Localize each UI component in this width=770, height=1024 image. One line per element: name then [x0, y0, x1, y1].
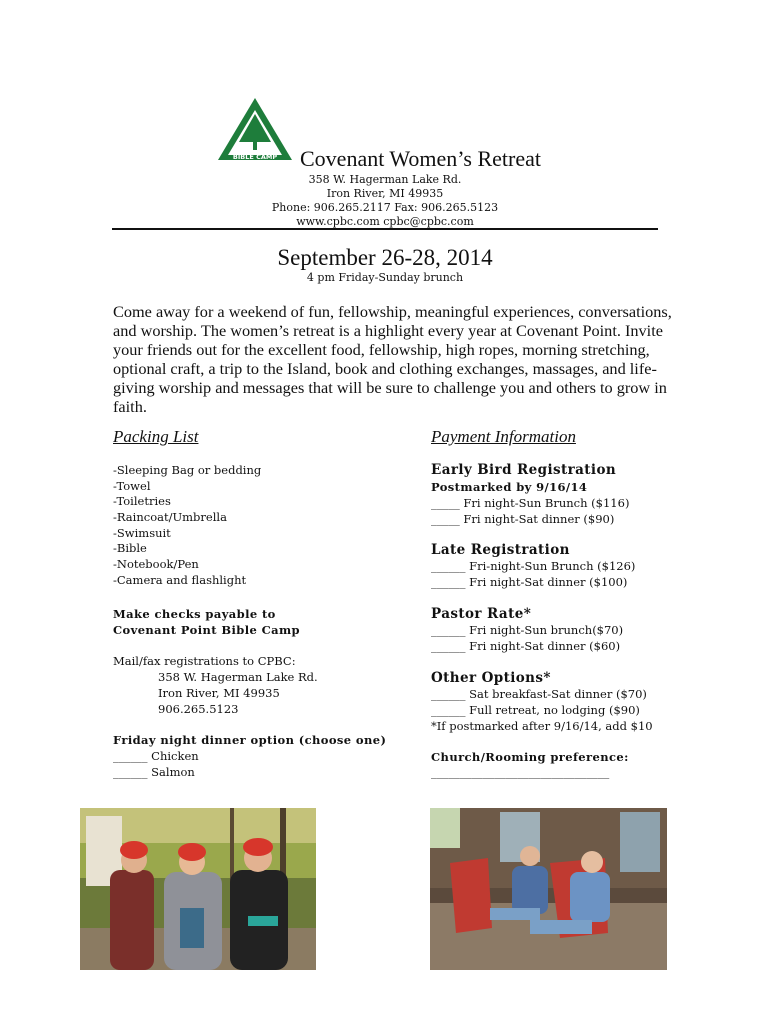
dinner-option-chicken: ______ Chicken: [113, 749, 199, 763]
retreat-title: Covenant Women’s Retreat: [300, 146, 541, 171]
intro-paragraph: Come away for a weekend of fun, fellowship, meaningful experiences, conversations, and worship. The women’s retreat is a highlight every year at Covenant Point. Invite your friends out for the excellent food, fellowship, high ropes, morning stretching, optional craft, a trip to the Island, book and clothing exchanges, massages, and life-giving worship and messages that will be sure to challenge you and others to grow in faith.: [113, 302, 672, 416]
packing-item: -Towel: [113, 478, 151, 493]
mail-address-line: 358 W. Hagerman Lake Rd.: [158, 670, 318, 684]
packing-item: -Notebook/Pen: [113, 557, 199, 572]
mail-address-line: 906.265.5123: [158, 702, 239, 716]
logo-subtext: BIBLE CAMP: [232, 153, 278, 161]
checks-payable-line-2: Covenant Point Bible Camp: [113, 623, 300, 637]
church-rooming-blank: _______________________________: [431, 765, 610, 779]
web-email-line: www.cpbc.com cpbc@cpbc.com: [296, 215, 474, 228]
mail-intro: Mail/fax registrations to CPBC:: [113, 654, 296, 668]
packing-item: -Toiletries: [113, 494, 171, 509]
event-time: 4 pm Friday-Sunday brunch: [306, 271, 464, 284]
camp-logo: [216, 96, 294, 166]
packing-item: -Swimsuit: [113, 525, 171, 540]
other-option: ______ Sat breakfast-Sat dinner ($70): [431, 687, 647, 701]
pastor-rate-title: Pastor Rate*: [431, 606, 532, 622]
event-date: September 26-28, 2014: [277, 245, 493, 270]
late-postmark-note: *If postmarked after 9/16/14, add $10: [431, 719, 653, 733]
packing-item: -Bible: [113, 541, 147, 556]
header-divider: [112, 228, 658, 230]
church-rooming-label: Church/Rooming preference:: [431, 750, 629, 764]
dinner-option-salmon: ______ Salmon: [113, 765, 195, 779]
late-registration-title: Late Registration: [431, 542, 570, 558]
pastor-option: ______ Fri night-Sat dinner ($60): [431, 639, 621, 653]
packing-item: -Sleeping Bag or bedding: [113, 463, 262, 477]
photo-women-high-ropes: [80, 808, 316, 970]
packing-list-heading: Packing List: [113, 427, 199, 446]
photo-women-adirondack-chairs: [430, 808, 667, 970]
phone-fax-line: Phone: 906.265.2117 Fax: 906.265.5123: [271, 201, 499, 214]
other-options-title: Other Options*: [431, 670, 551, 686]
other-option: ______ Full retreat, no lodging ($90): [431, 703, 640, 717]
packing-item: -Camera and flashlight: [113, 572, 247, 587]
mail-address-line: Iron River, MI 49935: [158, 686, 280, 700]
address-line-1: 358 W. Hagerman Lake Rd.: [308, 173, 462, 186]
pastor-option: ______ Fri night-Sun brunch($70): [431, 623, 624, 637]
early-bird-title: Early Bird Registration: [431, 462, 617, 478]
early-bird-subtitle: Postmarked by 9/16/14: [431, 480, 588, 494]
packing-item: -Raincoat/Umbrella: [113, 510, 227, 525]
checks-payable-line-1: Make checks payable to: [113, 607, 276, 621]
late-option: ______ Fri-night-Sun Brunch ($126): [431, 559, 636, 573]
late-option: ______ Fri night-Sat dinner ($100): [431, 575, 628, 589]
early-bird-option: _____ Fri night-Sun Brunch ($116): [431, 496, 630, 510]
early-bird-option: _____ Fri night-Sat dinner ($90): [431, 512, 615, 526]
payment-info-heading: Payment Information: [431, 427, 576, 446]
packing-list: [113, 463, 261, 589]
address-line-2: Iron River, MI 49935: [326, 187, 444, 200]
dinner-option-heading: Friday night dinner option (choose one): [113, 733, 387, 747]
